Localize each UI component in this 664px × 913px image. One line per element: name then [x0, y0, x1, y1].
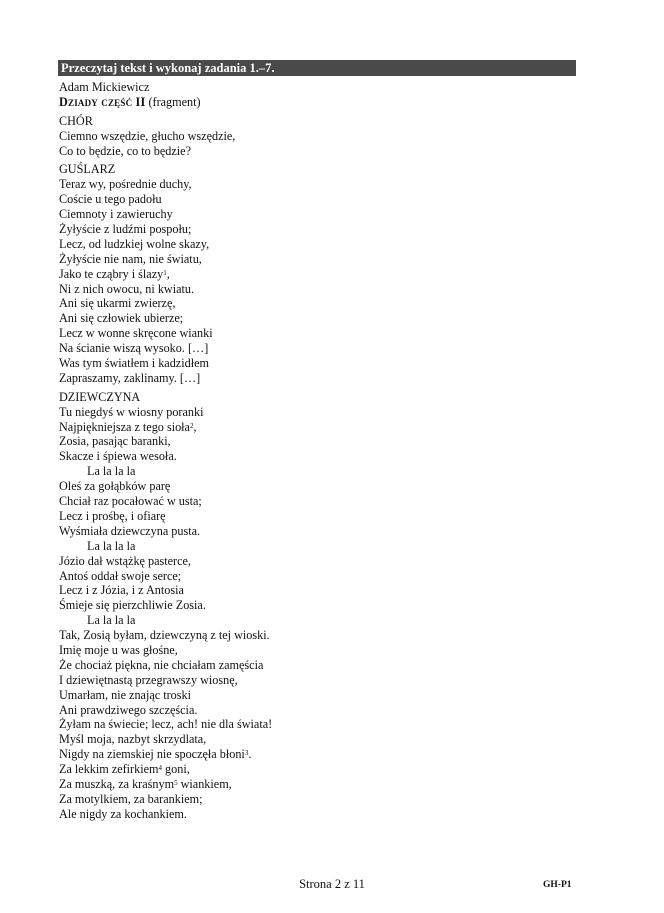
- poem-text: [59, 80, 579, 822]
- work-title-note: (fragment): [148, 94, 201, 109]
- verse-line: I dziewiętnastą przegrawszy wiosnę,: [59, 672, 238, 687]
- verse-line: Ale nigdy za kochankiem.: [59, 806, 187, 821]
- footnote-mark: 4: [158, 764, 162, 773]
- author: Adam Mickiewicz: [59, 80, 150, 94]
- page-number: Strona 2 z 11: [299, 877, 365, 891]
- verse-line: Imię moje u was głośne,: [59, 642, 178, 657]
- verse-line: Śmieje się pierzchliwie Zosia.: [59, 598, 206, 613]
- verse-line: Myśl moja, nazbyt skrzydlata,: [59, 732, 207, 747]
- footnote-mark: 2: [189, 421, 194, 430]
- verse-line: Chciał raz pocałować w usta;: [59, 494, 202, 509]
- exam-code: GH-P1: [543, 880, 572, 890]
- verse-line: Umarłam, nie znając troski: [59, 687, 191, 702]
- verse-line: Lecz i z Józia, i z Antosia: [59, 583, 184, 598]
- verse-line: Ani się ukarmi zwierzę,: [59, 296, 176, 311]
- instruction-banner: Przeczytaj tekst i wykonaj zadania 1.–7.: [58, 60, 576, 76]
- verse-line: Was tym światłem i kadzidłem: [59, 356, 209, 371]
- verse-line: Teraz wy, pośrednie duchy,: [59, 177, 192, 192]
- footnote-mark: 3: [244, 749, 249, 758]
- refrain-line: La la la la: [87, 464, 136, 479]
- verse-line-with-footnote: Jako te cząbry i ślazy$^1$,: [59, 266, 170, 281]
- work-title: [59, 95, 579, 110]
- verse-line: Zapraszamy, zaklinamy. […]: [59, 370, 201, 385]
- verse-line-with-footnote: Za lekkim zefirkiem$^4$ goni,: [59, 762, 190, 777]
- verse-line: Za motylkiem, za barankiem;: [59, 791, 203, 806]
- verse-line: Żyłam na świecie; lecz, ach! nie dla świata!: [59, 717, 273, 732]
- verse-line: Co to będzie, co to będzie?: [59, 143, 191, 158]
- verse-line: Wyśmiała dziewczyna pusta.: [59, 523, 201, 538]
- verse-text: Jako te cząbry i ślazy: [59, 266, 164, 281]
- verse-line: Oleś za gołąbków parę: [59, 479, 171, 494]
- verse-line: Skacze i śpiewa wesoła.: [59, 449, 177, 464]
- verse-line: Ciemnoty i zawieruchy: [59, 207, 173, 222]
- verse-text: Najpiękniejsza z tego sioła: [59, 419, 190, 434]
- verse-line: Coście u tego padołu: [59, 192, 162, 207]
- verse-text: Nigdy na ziemskiej nie spoczęła błoni: [59, 747, 245, 762]
- verse-line: Tak, Zosią byłam, dziewczyną z tej wioski.: [59, 628, 270, 643]
- verse-line: Józio dał wstążkę pasterce,: [59, 553, 191, 568]
- verse-line: Żyłyście z ludźmi pospołu;: [59, 222, 192, 237]
- work-title-name: Dziady część II: [59, 94, 146, 109]
- speaker-choir: CHÓR: [59, 113, 93, 128]
- refrain-line: La la la la: [87, 613, 136, 628]
- verse-line: Ni z nich owocu, ni kwiatu.: [59, 281, 195, 296]
- verse-line: Na ścianie wiszą wysoko. […]: [59, 341, 209, 356]
- verse-line-with-footnote: Za muszką, za kraśnym$^5$ wiankiem,: [59, 776, 232, 791]
- verse-line: Zosia, pasając baranki,: [59, 434, 171, 449]
- speaker-guslarz: GUŚLARZ: [59, 162, 116, 177]
- verse-line: Lecz, od ludzkiej wolne skazy,: [59, 236, 210, 251]
- refrain-line: La la la la: [87, 538, 136, 553]
- verse-line: Że chociaż piękna, nie chciałam zamęścia: [59, 657, 264, 672]
- verse-line: Lecz w wonne skręcone wianki: [59, 326, 213, 341]
- verse-line: Żyłyście nie nam, nie światu,: [59, 251, 202, 266]
- footnote-mark: 1: [163, 268, 167, 277]
- verse-line: Ani się człowiek ubierze;: [59, 311, 184, 326]
- verse-line: Tu niegdyś w wiosny poranki: [59, 404, 204, 419]
- footnote-mark: 5: [174, 778, 178, 787]
- verse-line: Antoś oddał swoje serce;: [59, 568, 182, 583]
- verse-line: Lecz i prośbę, i ofiarę: [59, 508, 166, 523]
- verse-line-with-footnote: Nigdy na ziemskiej nie spoczęła błoni$^3$.: [59, 747, 252, 762]
- speaker-girl: DZIEWCZYNA: [59, 389, 141, 404]
- verse-line: Ciemno wszędzie, głucho wszędzie,: [59, 128, 236, 143]
- verse-line: Ani prawdziwego szczęścia.: [59, 702, 198, 717]
- verse-line-with-footnote: Najpiękniejsza z tego sioła$^2$,: [59, 419, 197, 434]
